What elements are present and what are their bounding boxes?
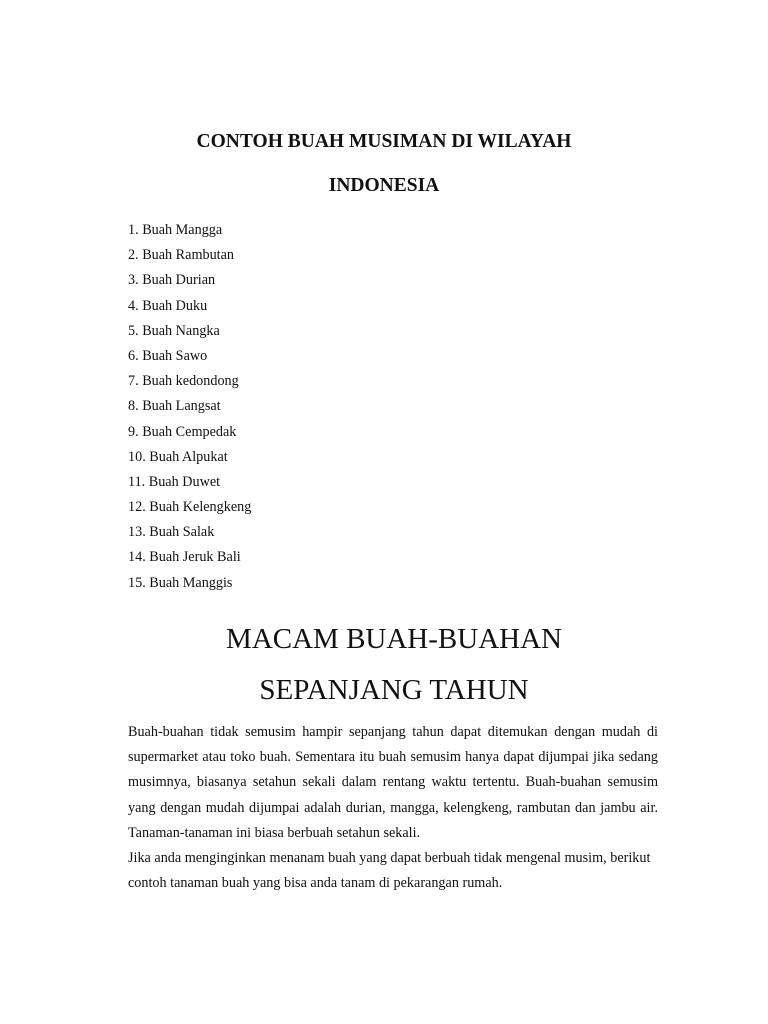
paragraph: Jika anda menginginkan menanam buah yang dapat berbuah tidak mengenal musim, berikut contoh tanaman buah yang bisa anda tanam di pekarangan rumah. xyxy=(128,850,651,892)
section-heading-line-2: SEPANJANG TAHUN xyxy=(259,674,529,706)
document-title-line-2: INDONESIA xyxy=(328,175,440,196)
section-heading-line-1: MACAM BUAH-BUAHAN xyxy=(226,623,562,655)
fruit-list-item: 11. Buah Duwet xyxy=(128,473,221,490)
fruit-list-item: 3. Buah Durian xyxy=(128,272,216,289)
fruit-list-item: 4. Buah Duku xyxy=(128,297,208,314)
fruit-list-item: 9. Buah Cempedak xyxy=(128,423,237,440)
fruit-list-item: 1. Buah Mangga xyxy=(128,222,223,238)
section-heading xyxy=(0,614,768,716)
paragraph: Buah-buahan tidak semusim hampir sepanjang tahun dapat ditemukan dengan mudah di supermarket atau toko buah. Sementara itu buah semusim hanya dapat dijumpai jika sedang musimnya, biasanya setahun sekali dalam rentang waktu tertentu. Buah-buahan semusim yang dengan mudah dijumpai adalah durian, mangga, kelengkeng, rambutan dan jambu air. Tanaman-tanaman ini biasa berbuah setahun sekali. xyxy=(128,724,658,841)
document-title xyxy=(0,120,768,208)
body-text xyxy=(128,720,658,896)
fruit-list-item: 15. Buah Manggis xyxy=(128,574,233,591)
fruit-list xyxy=(128,218,251,596)
fruit-list-item: 12. Buah Kelengkeng xyxy=(128,499,252,516)
fruit-list-item: 5. Buah Nangka xyxy=(128,322,220,339)
fruit-list-item: 10. Buah Alpukat xyxy=(128,448,228,465)
fruit-list-item: 14. Buah Jeruk Bali xyxy=(128,549,241,566)
fruit-list-item: 2. Buah Rambutan xyxy=(128,247,234,264)
document-title-line-1: CONTOH BUAH MUSIMAN DI WILAYAH xyxy=(196,131,572,152)
fruit-list-item: 13. Buah Salak xyxy=(128,524,215,541)
fruit-list-item: 6. Buah Sawo xyxy=(128,347,208,364)
fruit-list-item: 8. Buah Langsat xyxy=(128,398,221,415)
fruit-list-item: 7. Buah kedondong xyxy=(128,373,239,390)
